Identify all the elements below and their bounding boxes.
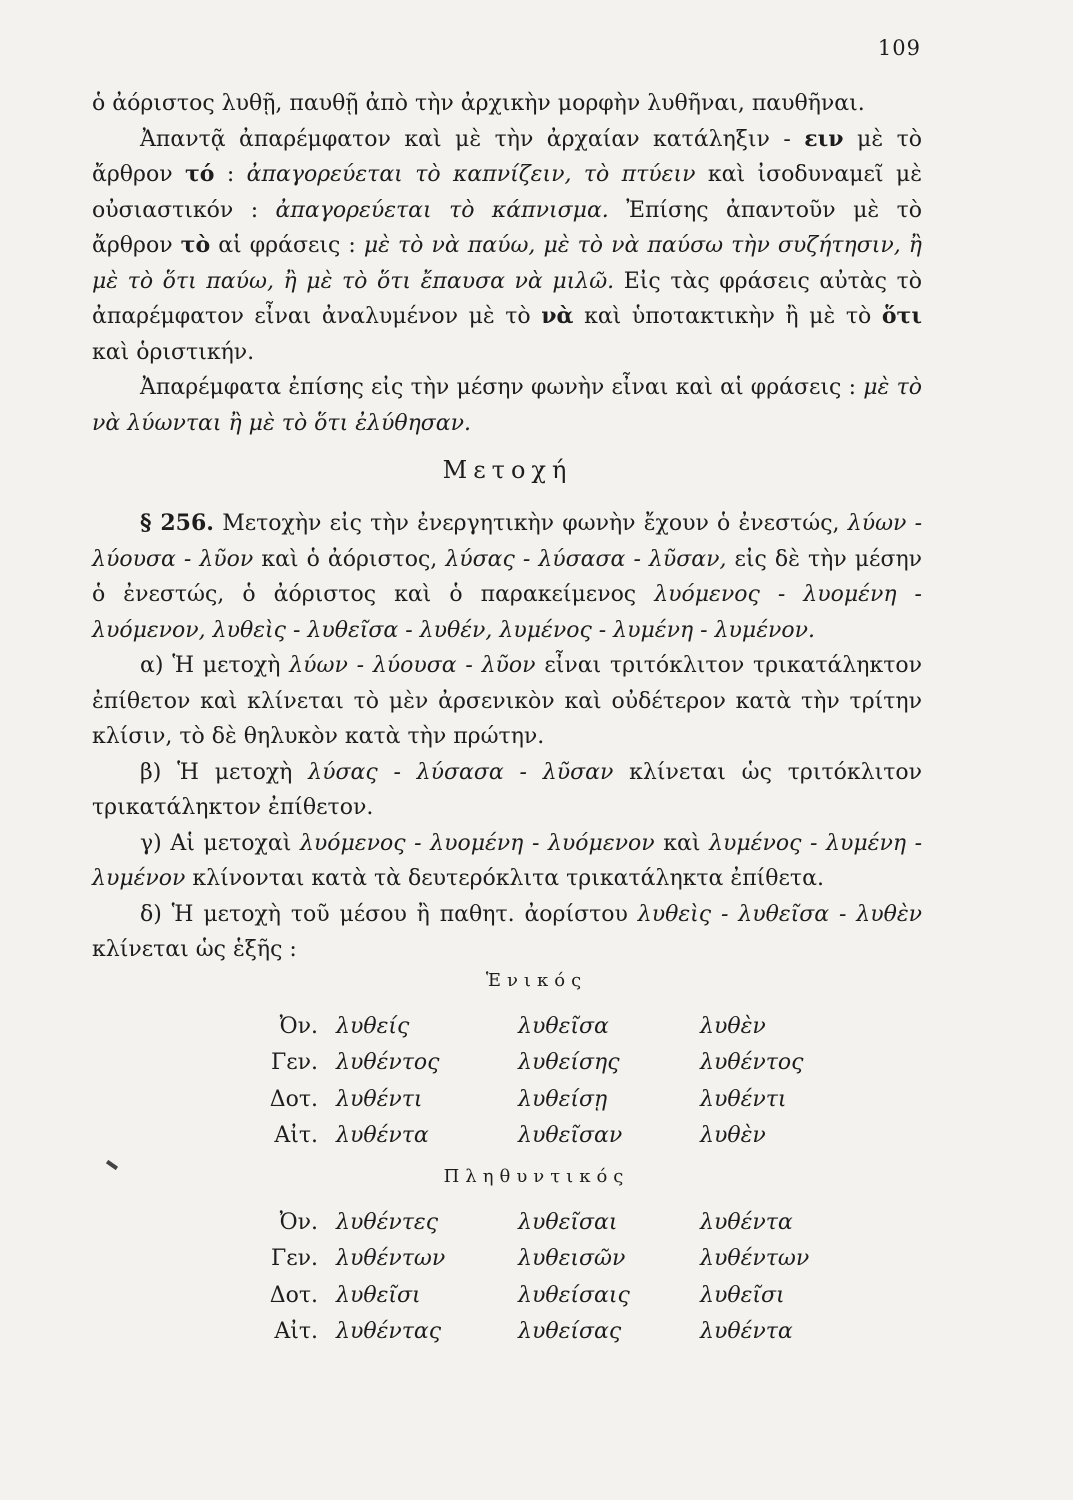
feminine-cell: λυθεῖσαν xyxy=(518,1123,623,1149)
masculine-cell: λυθέντες xyxy=(336,1209,439,1235)
case-cell: Δοτ. xyxy=(269,1282,318,1308)
neuter-cell: λυθέντων xyxy=(700,1246,810,1272)
table-row xyxy=(198,1045,900,1082)
feminine-cell: λυθείσαις xyxy=(518,1282,630,1308)
paragraph-middle-voice: Ἀπαρέμφατα ἐπίσης εἰς τὴν μέσην φωνὴν εἶναι καὶ αἱ φράσεις : μὲ τὸ νὰ λύωνται ἢ μὲ τὸ ὅτι ἐλύθησαν. xyxy=(92,375,922,436)
masculine-cell: λυθέντων xyxy=(336,1246,446,1272)
case-cell: Γεν. xyxy=(270,1050,318,1076)
masculine-cell: λυθείς xyxy=(336,1013,410,1039)
feminine-cell: λυθείσης xyxy=(518,1050,620,1076)
masculine-cell: λυθέντος xyxy=(336,1050,440,1076)
masculine-cell: λυθέντι xyxy=(336,1086,423,1112)
table-row xyxy=(198,1204,900,1241)
note-alpha: α) Ἡ μετοχὴ λύων - λύουσα - λῦον εἶναι τριτόκλιτον τρικατάληκτον ἐπίθετον καὶ κλίνεται τὸ μὲν ἀρσενικὸν καὶ οὐδέτερον κατὰ τὴν τρίτην κλίσιν, τὸ δὲ θηλυκὸν κατὰ τὴν πρώτην. xyxy=(92,653,923,749)
case-cell: Ὀν. xyxy=(279,1013,318,1039)
paragraph-aorist-forms: ὁ ἀόριστος λυθῇ, παυθῇ ἀπὸ τὴν ἀρχικὴν μορφὴν λυθῆναι, παυθῆναι. xyxy=(92,91,865,116)
note-gamma: γ) Αἱ μετοχαὶ λυόμενος - λυομένη - λυόμενον καὶ λυμένος - λυμένη - λυμένον κλίνονται κατὰ τὰ δευτερόκλιτα τρικατάληκτα ἐπίθετα. xyxy=(92,830,923,891)
feminine-cell: λυθείσῃ xyxy=(518,1086,608,1112)
table-row xyxy=(198,1277,900,1314)
neuter-cell: λυθὲν xyxy=(700,1123,766,1149)
feminine-cell: λυθείσας xyxy=(518,1319,622,1345)
singular-declension-table xyxy=(198,1008,900,1154)
table-row xyxy=(198,1081,900,1118)
feminine-cell: λυθεῖσαι xyxy=(518,1209,618,1235)
neuter-cell: λυθεῖσι xyxy=(700,1282,785,1308)
masculine-cell: λυθέντα xyxy=(336,1123,429,1149)
neuter-cell: λυθέντα xyxy=(700,1209,793,1235)
note-beta: β) Ἡ μετοχὴ λύσας - λύσασα - λῦσαν κλίνεται ὡς τριτόκλιτον τρικατάληκτον ἐπίθετον. xyxy=(92,759,922,820)
masculine-cell: λυθέντας xyxy=(336,1319,442,1345)
singular-heading: Ἑνικός xyxy=(485,970,588,991)
table-row xyxy=(198,1314,900,1351)
case-cell: Δοτ. xyxy=(269,1086,318,1112)
feminine-cell: λυθεισῶν xyxy=(518,1246,626,1272)
plural-heading: Πληθυντικός xyxy=(443,1166,630,1187)
neuter-cell: λυθέντι xyxy=(700,1086,787,1112)
section-256: § 256. Μετοχὴν εἰς τὴν ἐνεργητικὴν φωνὴν ἔχουν ὁ ἐνεστώς, λύων - λύουσα - λῦον καὶ ὁ ἀόριστος, λύσας - λύσασα - λῦσαν, εἰς δὲ τὴν μέσην ὁ ἐνεστώς, ὁ ἀόριστος καὶ ὁ παρακείμενος λυόμενος - λυομένη - λυόμενον, λυθεὶς - λυθεῖσα - λυθέν, λυμένος - λυμένη - λυμένον. xyxy=(92,510,923,643)
masculine-cell: λυθεῖσι xyxy=(336,1282,421,1308)
case-cell: Αἰτ. xyxy=(274,1319,318,1345)
plural-declension-table xyxy=(198,1204,900,1350)
neuter-cell: λυθὲν xyxy=(700,1013,766,1039)
neuter-cell: λυθέντος xyxy=(700,1050,804,1076)
table-row xyxy=(198,1008,900,1045)
intro-text xyxy=(92,86,922,441)
feminine-cell: λυθεῖσα xyxy=(518,1013,609,1039)
section-heading: Μετοχή xyxy=(442,456,573,484)
case-cell: Γεν. xyxy=(270,1246,318,1272)
participle-text xyxy=(92,506,922,968)
table-row xyxy=(198,1241,900,1278)
case-cell: Ὀν. xyxy=(279,1209,318,1235)
page-number: 109 xyxy=(877,36,921,60)
table-row xyxy=(198,1118,900,1155)
neuter-cell: λυθέντα xyxy=(700,1319,793,1345)
case-cell: Αἰτ. xyxy=(274,1123,318,1149)
note-delta: δ) Ἡ μετοχὴ τοῦ μέσου ἢ παθητ. ἀορίστου λυθεὶς - λυθεῖσα - λυθὲν κλίνεται ὡς ἑξῆς : xyxy=(92,901,922,962)
paragraph-infinitive: Ἀπαντᾷ ἀπαρέμφατον καὶ μὲ τὴν ἀρχαίαν κατάληξιν - ειν μὲ τὸ ἄρθρον τό : ἀπαγορεύεται τὸ καπνίζειν, τὸ πτύειν καὶ ἰσοδυναμεῖ μὲ οὐσιαστικόν : ἀπαγορεύεται τὸ κάπνισμα. Ἐπίσης ἀπαντοῦν μὲ τὸ ἄρθρον τὸ αἱ φράσεις : μὲ τὸ νὰ παύω, μὲ τὸ νὰ παύσω τὴν συζήτησιν, ἢ μὲ τὸ ὅτι παύω, ἢ μὲ τὸ ὅτι ἔπαυσα νὰ μιλῶ. Εἰς τὰς φράσεις αὐτὰς τὸ ἀπαρέμφατον εἶναι ἀναλυμένον μὲ τὸ νὰ καὶ ὑποτακτικὴν ἢ μὲ τὸ ὅτι καὶ ὁριστικήν. xyxy=(92,125,923,365)
